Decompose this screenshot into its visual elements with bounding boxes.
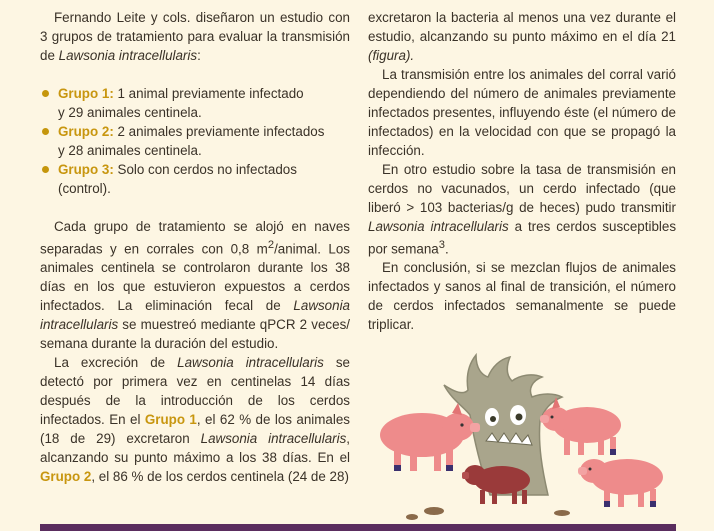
group-item: Grupo 2: 2 animales previamente infectados y 28 animales centinela. (40, 122, 350, 160)
infected-pig-icon (462, 465, 530, 504)
group-item: Grupo 1: 1 animal previamente infectado y 29 animales centinela. (40, 84, 350, 122)
results-paragraph: La excreción de Lawsonia intracellularis se detectó por primera vez en centinelas 14 días después de la introducción de los cerdos infectados. En el Grupo 1, el 62 % de los animales (18 de 29) excretaron Lawsonia intracellularis, alcanzando su punto máximo a los 38 días. En el Grupo 2, el 86 % de los cerdos centinela (24 de 28) (40, 355, 351, 485)
groups-list (40, 84, 350, 198)
housing-paragraph: Cada grupo de tratamiento se alojó en naves separadas y en corrales con 0,8 $m^2$/animal. Los animales centinela se controlaron durante los 38 días en los que estuvieron expuestos a cerdos infectados. La eliminación fecal de Lawsonia intracellularis se muestreó mediante qPCR 2 veces/ semana durante la duración del estudio. (40, 219, 350, 352)
bullet-icon (42, 166, 49, 173)
continuation-paragraph: excretaron la bacteria al menos una vez durante el estudio, alcanzando su punto máximo en el día 21 (figura). (368, 10, 676, 63)
pig-icon (380, 403, 480, 471)
pig-icon (578, 459, 663, 507)
right-column (368, 8, 676, 334)
rate-paragraph: En otro estudio sobre la tasa de transmisión en cerdos no vacunados, un cerdo infectado (que liberó > 103 bacterias/g de heces) pudo transmitir Lawsonia intracellularis a tres cerdos susceptibles por semana$^3$. (368, 162, 677, 257)
species-name: Lawsonia intracellularis (40, 298, 350, 333)
pig-icon (540, 397, 621, 455)
species-name: Lawsonia intracellularis (177, 355, 324, 371)
species-name: Lawsonia intracellularis (58, 48, 198, 63)
species-name: Lawsonia intracellularis (200, 431, 347, 447)
footer-bar (40, 524, 676, 531)
transmission-paragraph: La transmisión entre los animales del corral varió dependiendo del número de animales previamente infectados presentes, influyendo éste (el número de infectados) en la velocidad con que se propagó la infección. (368, 67, 676, 158)
species-name: Lawsonia intracellularis (368, 219, 509, 234)
pigs-illustration (372, 345, 676, 523)
bullet-icon (42, 128, 49, 135)
figure-reference: (figura). (368, 48, 415, 63)
left-column (40, 8, 350, 486)
bullet-icon (42, 90, 49, 97)
intro-paragraph: Fernando Leite y cols. diseñaron un estudio con 3 grupos de tratamiento para evaluar la transmisión de Lawsonia intracellularis: (40, 10, 350, 63)
conclusion-paragraph: En conclusión, si se mezclan flujos de animales infectados y sanos al final de transición, el número de cerdos infectados semanalmente se puede triplicar. (368, 260, 676, 333)
group-item: Grupo 3: Solo con cerdos no infectados (control). (40, 160, 350, 198)
